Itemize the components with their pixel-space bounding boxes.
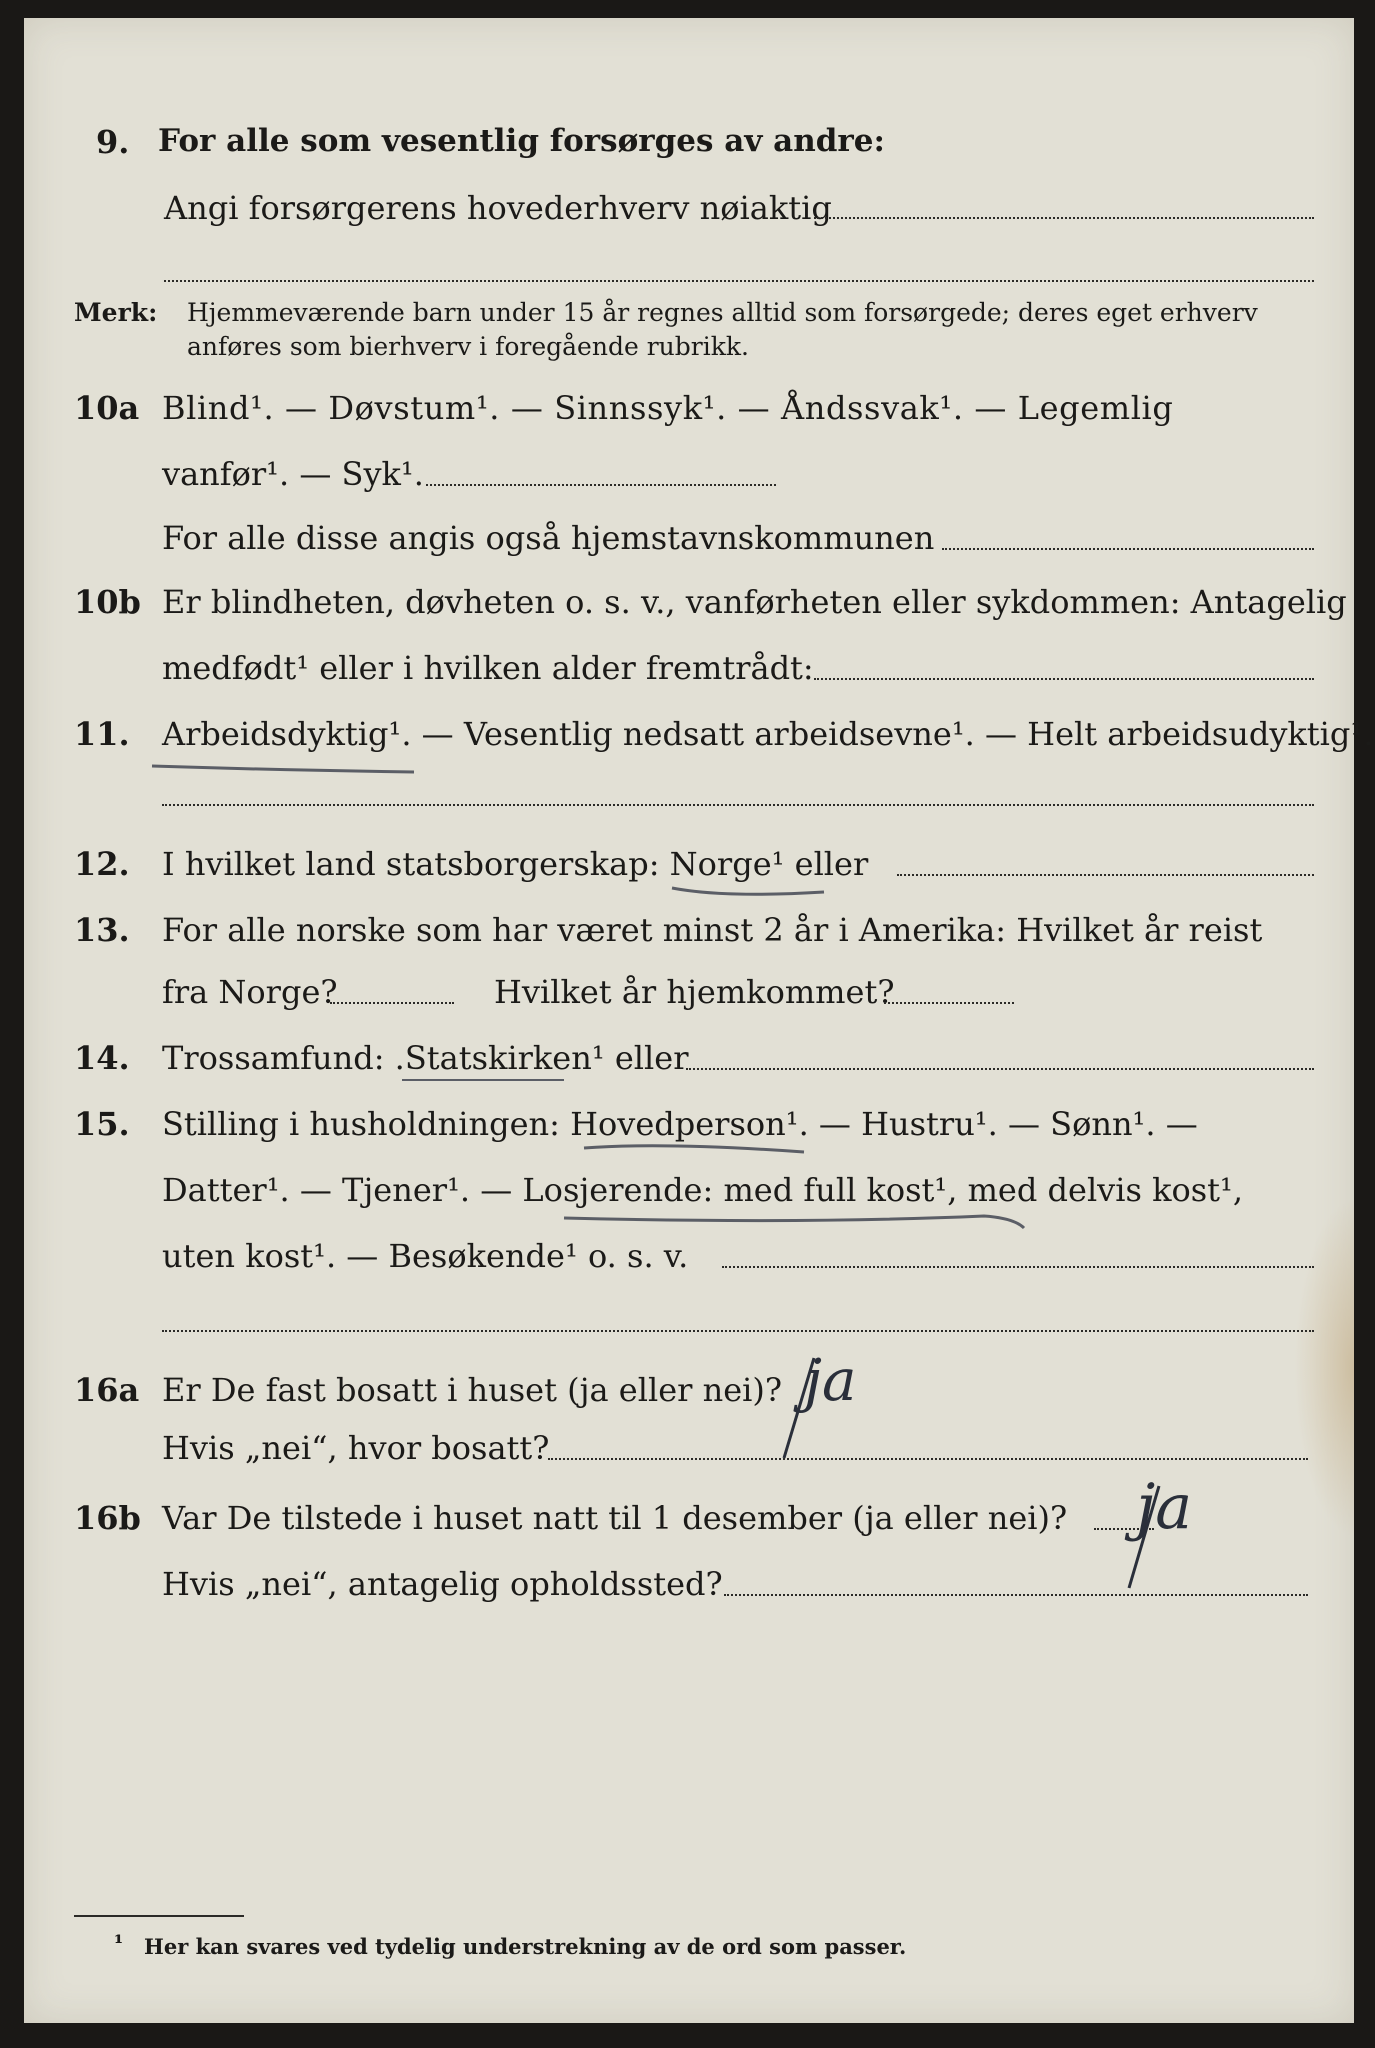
q14-line-1: Trossamfund: .Statskirken¹ eller — [162, 1039, 689, 1077]
q10b-number: 10b — [74, 583, 141, 621]
underline-norge — [672, 888, 824, 894]
q15-line-3: uten kost¹. — Besøkende¹ o. s. v. — [162, 1237, 689, 1275]
handwriting-stroke-16a — [784, 1358, 814, 1458]
q15-number: 15. — [74, 1105, 130, 1143]
q13-number: 13. — [74, 911, 130, 949]
q10a-line-2: vanfør¹. — Syk¹. — [162, 455, 424, 493]
q11-number: 11. — [74, 715, 130, 753]
q9-prompt: Angi forsørgerens hovederhverv nøiaktig — [164, 189, 832, 227]
q16a-line-2: Hvis „nei“, hvor bosatt? — [162, 1429, 550, 1467]
q16b-handwritten-answer: ja — [1136, 1470, 1193, 1543]
merk-text-1: Hjemmeværende barn under 15 år regnes alltid som forsørgede; deres eget erhverv — [187, 298, 1258, 327]
q10a-line-3: For alle disse angis også hjemstavnskommunen — [162, 519, 935, 557]
q14-number: 14. — [74, 1039, 130, 1077]
q16a-number: 16a — [74, 1371, 140, 1409]
q9-number: 9. — [96, 123, 130, 161]
q16b-line-1: Var De tilstede i huset natt til 1 desember (ja eller nei)? — [162, 1499, 1068, 1537]
handwriting-stroke-16b — [1129, 1486, 1159, 1588]
q10a-line-1: Blind¹. — Døvstum¹. — Sinnssyk¹. — Åndssvak¹. — Legemlig — [162, 389, 1174, 427]
q15-line-1: Stilling i husholdningen: Hovedperson¹. — Hustru¹. — Sønn¹. — — [162, 1105, 1198, 1143]
q16a-line-1: Er De fast bosatt i huset (ja eller nei)? — [162, 1371, 783, 1409]
footnote-rule — [74, 1915, 244, 1917]
q12-line-1: I hvilket land statsborgerskap: Norge¹ eller — [162, 845, 869, 883]
footnote-text: Her kan svares ved tydelig understrekning av de ord som passer. — [144, 1934, 907, 1959]
q12-number: 12. — [74, 845, 130, 883]
q16b-number: 16b — [74, 1499, 141, 1537]
footnote-mark: ¹ — [114, 1930, 124, 1955]
underline-arbeidsdyktig — [152, 766, 414, 772]
q13-line-2a: fra Norge? — [162, 973, 338, 1011]
merk-text-2: anføres som bierhverv i foregående rubrikk. — [187, 332, 749, 361]
q10b-line-1: Er blindheten, døvheten o. s. v., vanførheten eller sykdommen: Antagelig — [162, 583, 1347, 621]
q11-line-1: Arbeidsdyktig¹. — Vesentlig nedsatt arbeidsevne¹. — Helt arbeidsudyktig¹. — [162, 715, 1374, 753]
pencil-underlines — [24, 18, 1354, 2023]
q10a-number: 10a — [74, 389, 140, 427]
q13-line-2b: Hvilket år hjemkommet? — [494, 973, 895, 1011]
q16a-handwritten-answer: ja — [804, 1346, 857, 1414]
q16b-line-2: Hvis „nei“, antagelig opholdssted? — [162, 1565, 723, 1603]
underline-losjerende-full-kost — [564, 1216, 1024, 1228]
underline-hovedperson — [584, 1146, 804, 1152]
q10b-line-2: medfødt¹ eller i hvilken alder fremtrådt: — [162, 649, 814, 687]
q9-heading: For alle som vesentlig forsørges av andre: — [158, 123, 885, 159]
merk-label: Merk: — [74, 298, 158, 327]
census-form-page — [24, 18, 1374, 2023]
q15-line-2: Datter¹. — Tjener¹. — Losjerende: med full kost¹, med delvis kost¹, — [162, 1171, 1244, 1209]
q13-line-1: For alle norske som har været minst 2 år i Amerika: Hvilket år reist — [162, 911, 1263, 949]
